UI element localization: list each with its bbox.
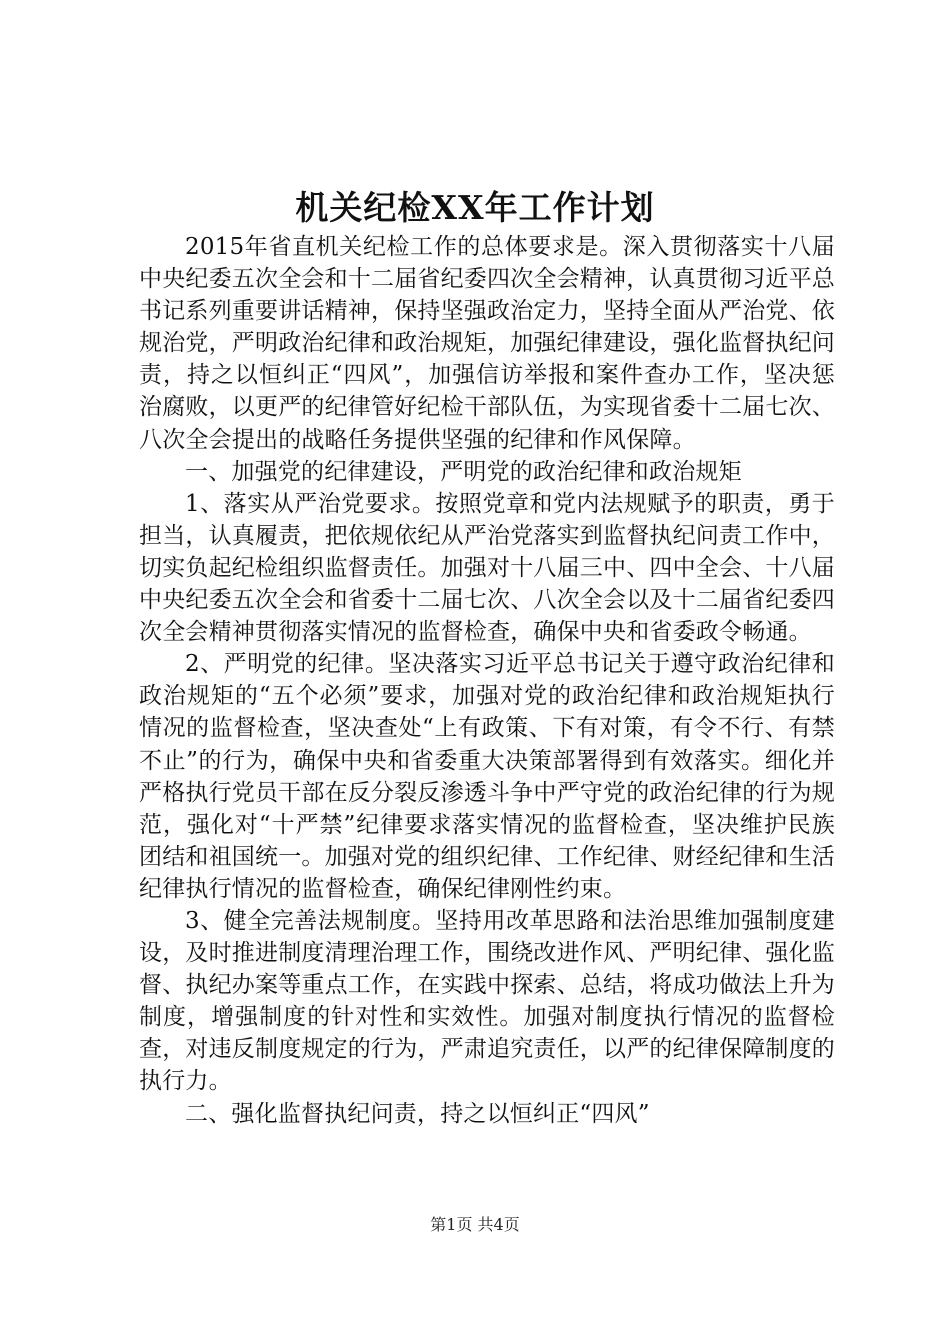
paragraph-item-1: 1、落实从严治党要求。按照党章和党内法规赋予的职责，勇于担当，认真履责，把依规依纪从严治党落实到监督执纪问责工作中，切实负起纪检组织监督责任。加强对十八届三中、四中全会、十八届中央纪委五次全会和省委十二届七次、八次全会以及十二届省纪委四次全会精神贯彻落实情况的监督检查，确保中央和省委政令畅通。 — [139, 490, 835, 646]
document-title: 机关纪检XX年工作计划 — [295, 188, 655, 227]
paragraph-intro: 2015年省直机关纪检工作的总体要求是。深入贯彻落实十八届中央纪委五次全会和十二届省纪委四次全会精神，认真贯彻习近平总书记系列重要讲话精神，保持坚强政治定力，坚持全面从严治党、依规治党，严明政治纪律和政治规矩，加强纪律建设，强化监督执纪问责，持之以恒纠正“四风”，加强信访举报和案件查办工作，坚决惩治腐败，以更严的纪律管好纪检干部队伍，为实现省委十二届七次、八次全会提出的战略任务提供坚强的纪律和作风保障。 — [139, 234, 835, 453]
document-body — [139, 231, 835, 1130]
section-heading-2: 二、强化监督执纪问责，持之以恒纠正“四风” — [185, 1100, 650, 1127]
page-number-footer: 第1页 共4页 — [430, 1215, 520, 1234]
paragraph-item-3: 3、健全完善法规制度。坚持用改革思路和法治思维加强制度建设，及时推进制度清理治理工作，围绕改进作风、严明纪律、强化监督、执纪办案等重点工作，在实践中探索、总结，将成功做法上升为制度，增强制度的针对性和实效性。加强对制度执行情况的监督检查，对违反制度规定的行为，严肃追究责任，以严的纪律保障制度的执行力。 — [139, 907, 835, 1095]
paragraph-item-2: 2、严明党的纪律。坚决落实习近平总书记关于遵守政治纪律和政治规矩的“五个必须”要求，加强对党的政治纪律和政治规矩执行情况的监督检查，坚决查处“上有政策、下有对策，有令不行、有禁不止”的行为，确保中央和省委重大决策部署得到有效落实。细化并严格执行党员干部在反分裂反渗透斗争中严守党的政治纪律的行为规范，强化对“十严禁”纪律要求落实情况的监督检查，坚决维护民族团结和祖国统一。加强对党的组织纪律、工作纪律、财经纪律和生活纪律执行情况的监督检查，确保纪律刚性约束。 — [139, 651, 835, 902]
section-heading-1: 一、加强党的纪律建设，严明党的政治纪律和政治规矩 — [185, 458, 742, 485]
